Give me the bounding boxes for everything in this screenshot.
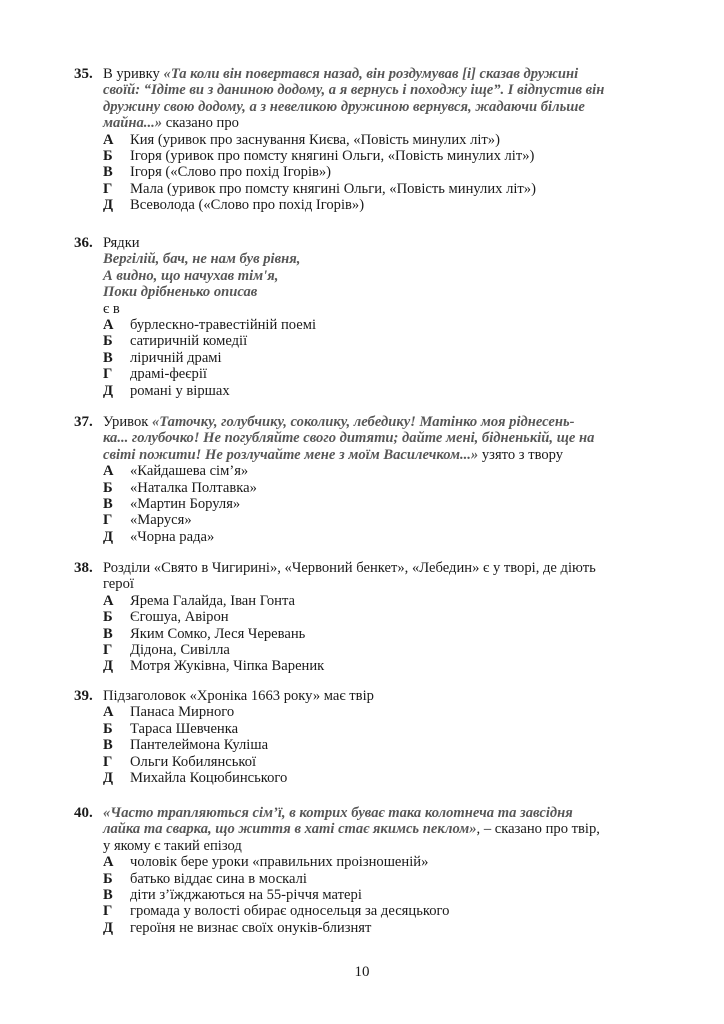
stem-line: В уривку «Та коли він повертався назад, він роздумував [і] сказав дружині [103,66,579,82]
option-a: А чоловік бере уроки «правильних проізношеній» [103,854,429,871]
option-b: Б Єгошуа, Авірон [103,609,229,626]
question-35 [74,66,664,214]
option-g: Г Мала (уривок про помсту княгині Ольги, «Повість минулих літ») [103,180,536,197]
stem-line: Рядки [103,235,140,251]
quoted-excerpt: майна...» [103,115,163,132]
option-b: Б «Наталка Полтавка» [103,479,257,496]
question-number: 40. [74,805,93,821]
stem-line: у якому є такий епізод [103,837,242,854]
answer-options [103,704,664,786]
option-d: Д Мотря Жуківна, Чіпка Вареник [103,658,325,675]
stem-line [103,82,664,98]
answer-options [103,317,664,399]
option-b: Б Ігоря (уривок про помсту княгині Ольги, «Повість минулих літ») [103,148,535,165]
option-b: Б Тараса Шевченка [103,720,239,737]
stem-line: є в [103,300,120,317]
answer-options [103,132,664,214]
option-d: Д романі у віршах [103,382,230,399]
option-g: Г громада у волості обирає односельця за десяцького [103,903,450,920]
answer-options [103,463,664,545]
stem-line [103,430,664,446]
option-d: Д «Чорна рада» [103,528,215,545]
stem-line: герої [103,576,134,593]
question-stem [103,805,664,854]
option-b: Б батько віддає сина в москалі [103,870,307,887]
option-a: А Панаса Мирного [103,704,235,721]
option-g: Г драмі-феєрії [103,366,207,383]
quoted-excerpt: «Таточку, голубчику, соколику, лебедику! Матінко моя ріднесень- [151,414,575,430]
question-stem [103,235,664,317]
option-b: Б сатиричній комедії [103,333,248,350]
answer-options [103,854,664,936]
question-stem [103,414,664,463]
question-36 [74,235,664,399]
question-40 [74,805,664,936]
question-number: 35. [74,66,93,82]
quoted-excerpt: дружину свою додому, а з невеликою дружиною вернувся, жадаючи більше [103,98,585,115]
quoted-excerpt: ка... голубочко! Не погубляйте свого дитяти; дайте мені, бідненькій, ще на [103,430,595,447]
stem-line [103,99,664,115]
question-number: 39. [74,688,93,704]
page-number: 10 [354,964,370,980]
question-37 [74,414,664,545]
question-number: 38. [74,560,93,576]
stem-line: майна...» сказано про [103,115,239,132]
question-stem [103,688,664,704]
stem-line: світі пожити! Не розлучайте мене з моїм Василечком...» узято з твору [103,446,564,463]
option-v: В Ігоря («Слово про похід Ігорів») [103,164,332,181]
poem-line: Поки дрібненько описав [103,284,258,301]
option-g: Г Ольги Кобилянської [103,753,257,770]
option-v: В діти з’їжджаються на 55-річчя матері [103,887,362,904]
question-stem [103,66,664,132]
option-d: Д Всеволода («Слово про похід Ігорів») [103,197,365,214]
option-a: А Кия (уривок про заснування Києва, «Повість минулих літ») [103,131,500,148]
question-stem [103,560,664,593]
quoted-excerpt: світі пожити! Не розлучайте мене з моїм Василечком...» [103,446,479,463]
option-a: А бурлескно-травестійній поемі [103,317,316,334]
quoted-excerpt: «Часто трапляються сім’ї, в котрих буває така колотнеча та завсідня [103,805,573,821]
question-38 [74,560,664,675]
option-v: В Яким Сомко, Леся Черевань [103,625,306,642]
option-v: В «Мартин Боруля» [103,496,241,513]
stem-line [103,805,664,821]
stem-line: Розділи «Свято в Чигирині», «Червоний бенкет», «Лебедин» є у творі, де діють [103,560,596,576]
question-number: 36. [74,235,93,251]
option-v: В ліричній драмі [103,349,222,366]
stem-line: Підзаголовок «Хроніка 1663 року» має твір [103,688,374,704]
poem-line: А видно, що начухав тім'я, [103,267,279,284]
option-d: Д героїня не визнає своїх онуків-близнят [103,919,372,936]
option-g: Г Дідона, Сивілла [103,642,230,659]
poem-line: Вергілій, бач, не нам був рівня, [103,251,301,268]
stem-line: лайка та сварка, що життя в хаті стає якимсь пеклом», – сказано про твір, [103,821,600,838]
answer-options [103,593,664,675]
quoted-excerpt: своїй: “Ідіте ви з даниною додому, а я вернусь і походжу іще”. І відпустив він [103,82,605,99]
stem-line: Уривок «Таточку, голубчику, соколику, лебедику! Матінко моя ріднесень- [103,414,575,430]
quoted-excerpt: лайка та сварка, що життя в хаті стає якимсь пеклом» [103,821,477,838]
option-a: А Ярема Галайда, Іван Гонта [103,592,296,609]
option-d: Д Михайла Коцюбинського [103,770,288,787]
question-number: 37. [74,414,93,430]
option-g: Г «Маруся» [103,512,192,529]
question-39 [74,688,664,786]
quoted-excerpt: «Та коли він повертався назад, він роздумував [і] сказав дружині [163,66,579,82]
option-v: В Пантелеймона Куліша [103,737,269,754]
option-a: А «Кайдашева сім’я» [103,463,249,480]
